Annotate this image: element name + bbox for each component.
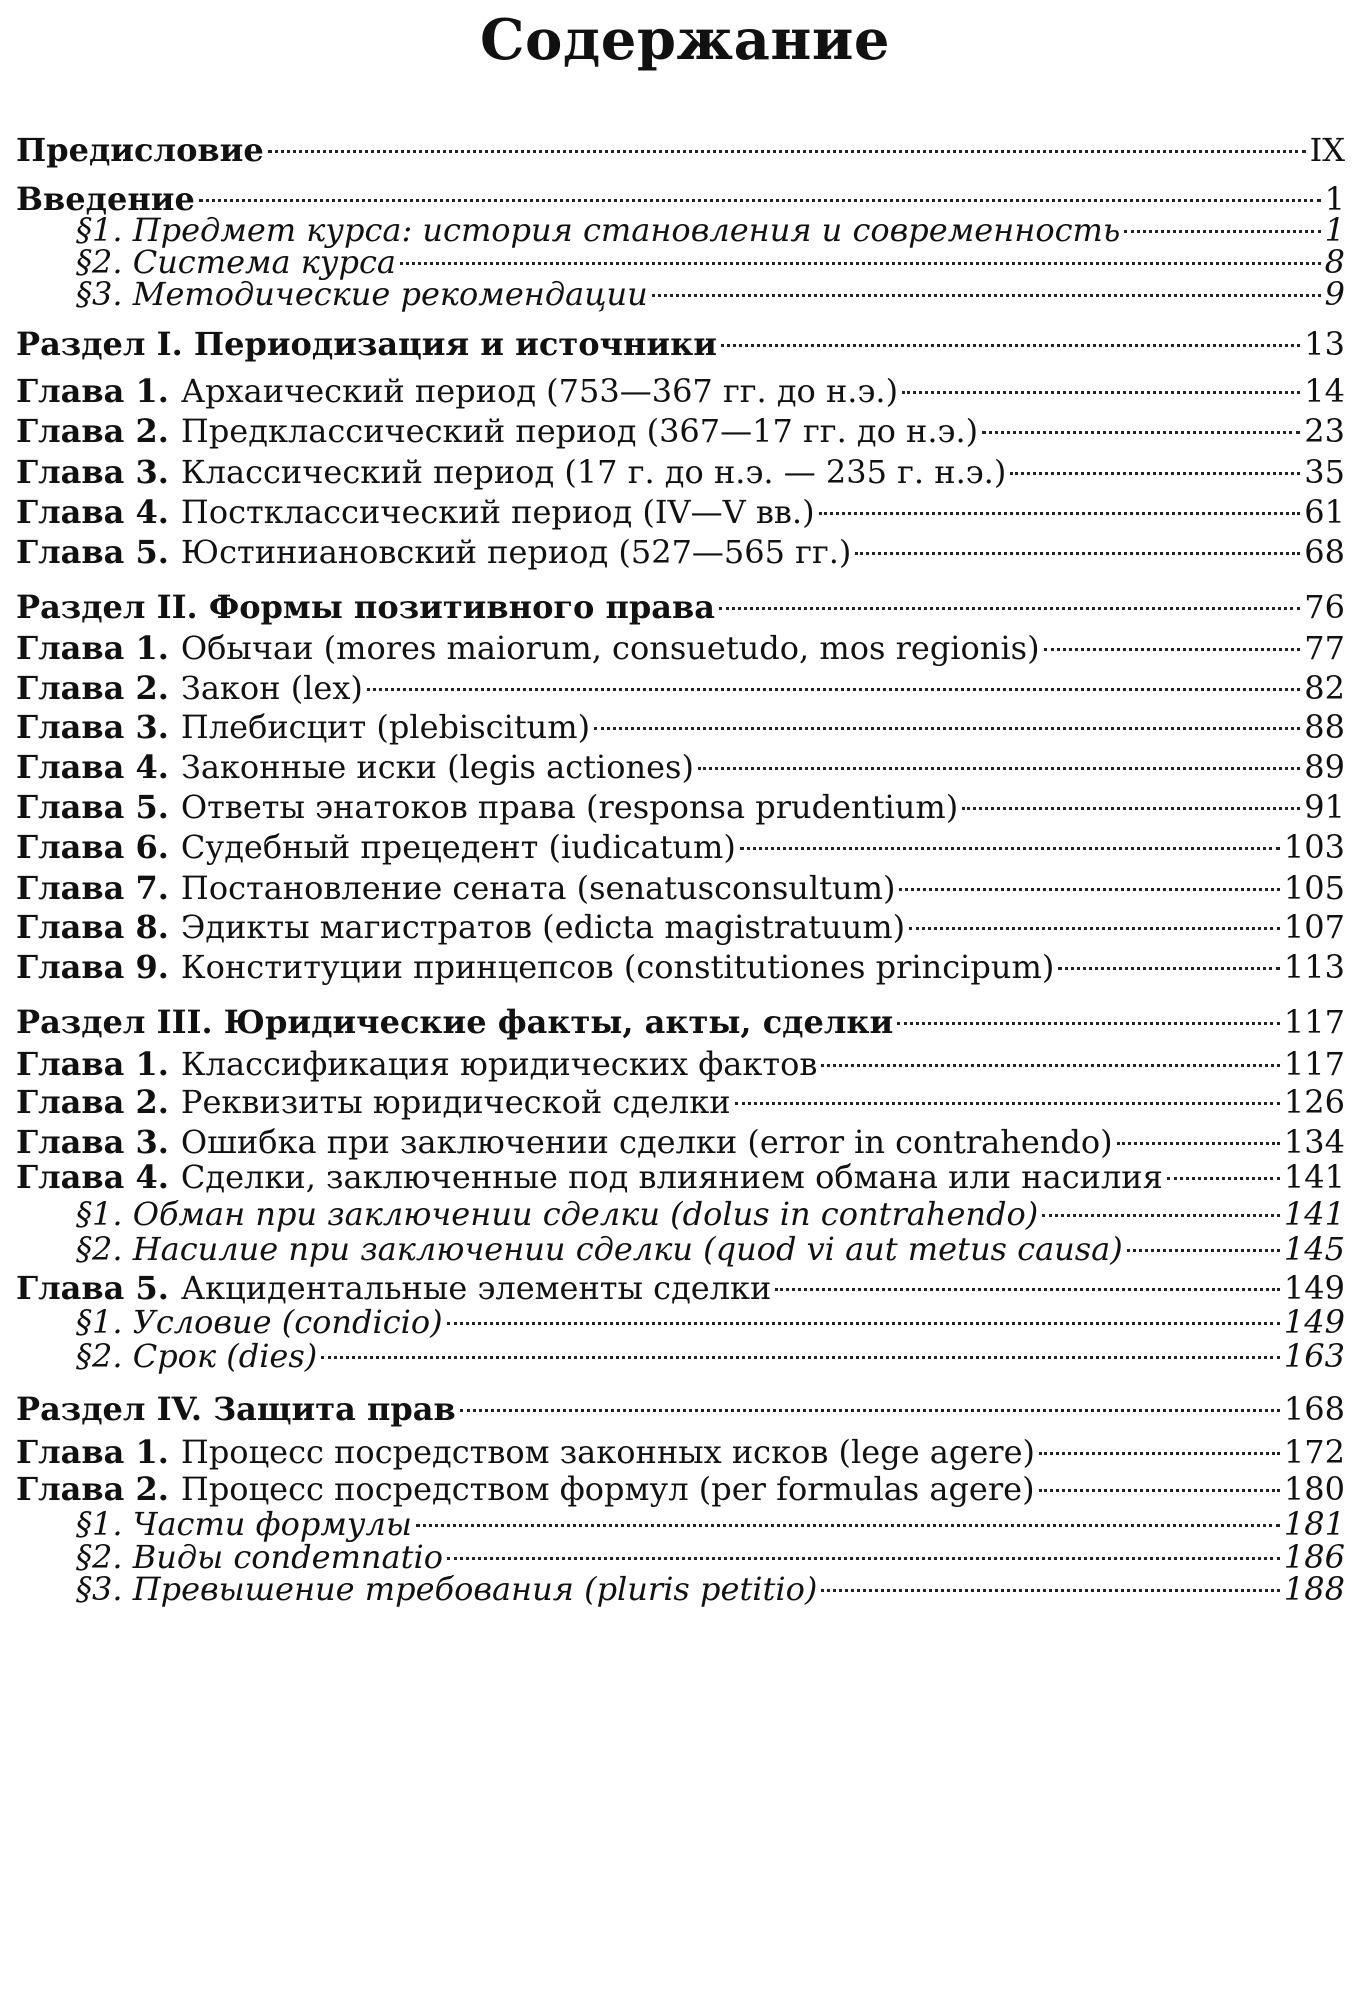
entry-label: Глава 3. [16,708,169,746]
dot-leader [1117,1142,1280,1145]
dot-leader [698,767,1300,770]
dot-leader [400,262,1321,265]
entry-label: Глава 2. [16,1470,169,1508]
entry-title: §2. Срок (dies) [76,1337,318,1375]
page-number: 8 [1324,243,1345,281]
page-number: 186 [1283,1538,1345,1576]
entry-label: Глава 9. [16,948,169,986]
entry-title: §3. Методические рекомендации [76,275,648,313]
dot-leader [962,807,1300,810]
toc-section-entry[interactable] [16,1385,1345,1433]
dot-leader [821,1589,1280,1592]
dot-leader [909,927,1280,930]
toc-subsection-entry[interactable] [16,270,1345,318]
page-number: 1 [1324,180,1345,218]
page-number: 113 [1283,948,1345,986]
dot-leader [1127,1249,1280,1252]
page-number: 61 [1304,493,1345,531]
toc-subsection-entry[interactable] [16,1565,1345,1613]
dot-leader [775,1288,1280,1291]
entry-title: §2. Насилие при заключении сделки (quod vi aut metus causa) [76,1230,1123,1268]
toc-chapter-entry[interactable] [16,528,1345,576]
entry-title: Раздел II. Формы позитивного права [16,588,715,626]
dot-leader [1010,472,1300,475]
entry-title: Раздел I. Периодизация и источники [16,325,717,363]
entry-title: §2. Система курса [76,243,396,281]
entry-label: Глава 8. [16,908,169,946]
entry-title: Постклассический период (IV—V вв.) [180,493,815,531]
dot-leader [652,294,1321,297]
entry-title: Эдикты магистратов (edicta magistratuum) [180,908,906,946]
page-number: 107 [1283,908,1345,946]
page-number: 181 [1283,1505,1345,1543]
page-number: 149 [1283,1303,1345,1341]
page-number: 35 [1304,453,1345,491]
toc-chapter-entry[interactable] [16,943,1345,991]
page-number: 68 [1304,533,1345,571]
entry-title: Процесс посредством формул (per formulas agere) [180,1470,1035,1508]
entry-label: Глава 2. [16,412,169,450]
dot-leader [899,888,1280,891]
entry-label: Глава 5. [16,533,169,571]
entry-label: Глава 1. [16,1433,169,1471]
page-number: 134 [1283,1123,1345,1161]
entry-title: Реквизиты юридической сделки [180,1083,731,1121]
entry-label: Глава 3. [16,1123,169,1161]
entry-title: Предклассический период (367—17 гг. до н.э.) [180,412,979,450]
dot-leader [460,1409,1280,1412]
page-number: 117 [1283,1045,1345,1083]
entry-title: Архаический период (753—367 гг. до н.э.) [180,372,899,410]
dot-leader [1039,1452,1280,1455]
entry-title: Раздел IV. Защита прав [16,1390,456,1428]
page-number: 149 [1283,1269,1345,1307]
page-number: 168 [1283,1390,1345,1428]
entry-title: Судебный прецедент (iudicatum) [180,828,736,866]
page-number: 141 [1283,1195,1345,1233]
page-number: 88 [1304,708,1345,746]
page-number: 13 [1304,325,1345,363]
page-number: 163 [1283,1337,1345,1375]
page-number: 117 [1283,1003,1345,1041]
entry-label: Глава 1. [16,372,169,410]
dot-leader [735,1102,1280,1105]
page-number: 141 [1283,1158,1345,1196]
page-number: 172 [1283,1433,1345,1471]
dot-leader [367,688,1300,691]
toc-section-entry[interactable] [16,320,1345,368]
dot-leader [321,1356,1280,1359]
entry-title: Юстиниановский период (527—565 гг.) [180,533,852,571]
page-number: 14 [1304,372,1345,410]
page-number: 188 [1283,1570,1345,1608]
entry-title: Введение [16,180,195,218]
entry-title: §1. Условие (condicio) [76,1303,443,1341]
page-title: Содержание [479,7,890,73]
dot-leader [1124,230,1320,233]
entry-title: §1. Обман при заключении сделки (dolus in contrahendo) [76,1195,1039,1233]
page-number: 91 [1304,788,1345,826]
entry-title: Законные иски (legis actiones) [180,748,694,786]
page-number: 180 [1283,1470,1345,1508]
toc-section-entry[interactable] [16,126,1345,174]
dot-leader [416,1524,1280,1527]
dot-leader [721,344,1300,347]
dot-leader [447,1322,1280,1325]
entry-title: Ошибка при заключении сделки (error in contrahendo) [180,1123,1113,1161]
entry-title: Ответы энатоков права (responsa prudentium) [180,788,959,826]
dot-leader [447,1557,1280,1560]
dot-leader [268,150,1306,153]
entry-label: Глава 4. [16,493,169,531]
entry-title: Классический период (17 г. до н.э. — 235 г. н.э.) [180,453,1007,491]
entry-title: Акцидентальные элементы сделки [180,1269,772,1307]
dot-leader [199,199,1321,202]
dot-leader [740,847,1280,850]
page-number: 89 [1304,748,1345,786]
entry-label: Глава 3. [16,453,169,491]
dot-leader [1039,1489,1280,1492]
page-number: 1 [1324,211,1345,249]
entry-label: Глава 2. [16,669,169,707]
entry-title: Закон (lex) [180,669,363,707]
entry-title: Процесс посредством законных исков (lege agere) [180,1433,1036,1471]
entry-label: Глава 4. [16,1158,169,1196]
dot-leader [1058,967,1280,970]
entry-label: Глава 4. [16,748,169,786]
entry-title: Постановление сената (senatusconsultum) [180,869,896,907]
page-number: 105 [1283,869,1345,907]
entry-title: Конституции принцепсов (constitutiones principum) [180,948,1055,986]
entry-label: Глава 1. [16,1045,169,1083]
page-number: 103 [1283,828,1345,866]
page-number: 23 [1304,412,1345,450]
entry-title: §2. Виды condemnatio [76,1538,443,1576]
toc-subsection-entry[interactable] [16,1332,1345,1380]
entry-title: Плебисцит (plebiscitum) [180,708,591,746]
dot-leader [1042,1214,1280,1217]
entry-label: Глава 5. [16,1269,169,1307]
dot-leader [1167,1177,1280,1180]
page-number: 76 [1304,588,1345,626]
page-number: 126 [1283,1083,1345,1121]
dot-leader [1044,648,1301,651]
entry-title: Классификация юридических фактов [180,1045,818,1083]
page-number: 82 [1304,669,1345,707]
dot-leader [594,727,1300,730]
entry-label: Глава 1. [16,629,169,667]
entry-title: §1. Части формулы [76,1505,412,1543]
entry-label: Глава 7. [16,869,169,907]
entry-title: Обычаи (mores maiorum, consuetudo, mos regionis) [180,629,1040,667]
dot-leader [821,1064,1280,1067]
entry-title: §1. Предмет курса: история становления и современность [76,211,1121,249]
dot-leader [897,1022,1280,1025]
page-number: 77 [1304,629,1345,667]
dot-leader [982,431,1300,434]
entry-label: Глава 2. [16,1083,169,1121]
dot-leader [855,552,1300,555]
entry-title: Предисловие [16,131,264,169]
dot-leader [902,391,1300,394]
toc-section-entry[interactable] [16,998,1345,1046]
entry-title: Раздел III. Юридические факты, акты, сделки [16,1003,894,1041]
page-number: IX [1309,131,1345,169]
page-number: 9 [1324,275,1345,313]
entry-label: Глава 5. [16,788,169,826]
entry-label: Глава 6. [16,828,169,866]
page-number: 145 [1283,1230,1345,1268]
entry-title: Сделки, заключенные под влиянием обмана или насилия [180,1158,1163,1196]
dot-leader [719,607,1300,610]
entry-title: §3. Превышение требования (pluris petitio) [76,1570,818,1608]
dot-leader [819,512,1301,515]
